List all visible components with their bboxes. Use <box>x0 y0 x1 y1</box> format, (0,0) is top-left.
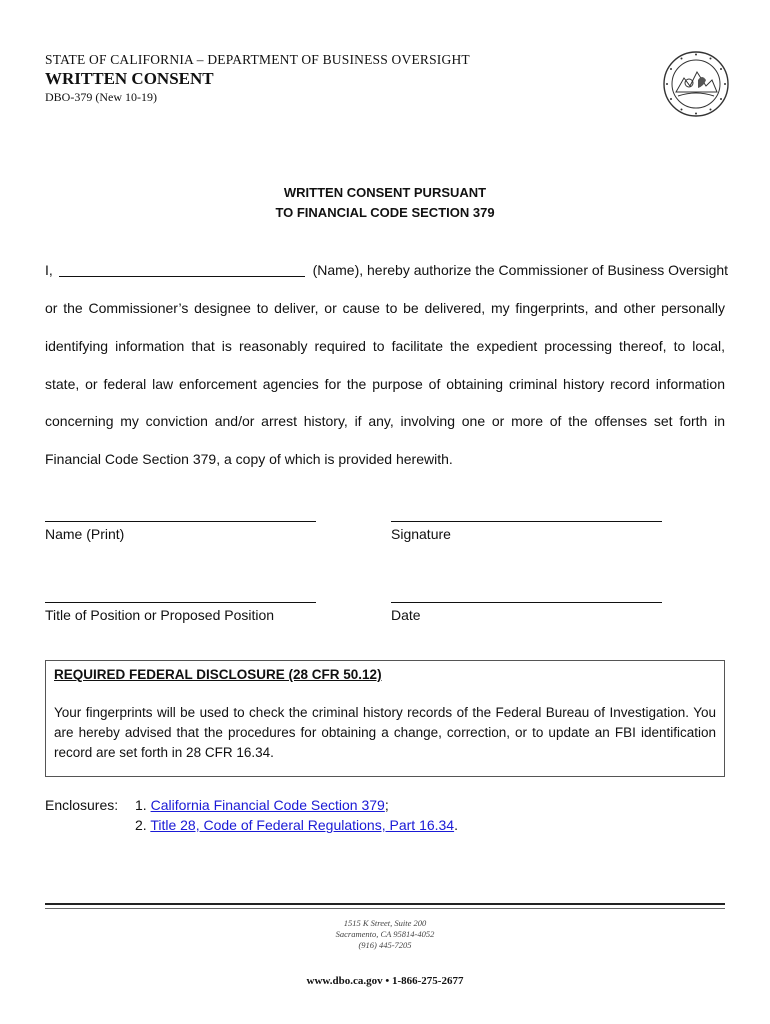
title-position-label: Title of Position or Proposed Position <box>45 607 275 623</box>
enclosure-item-2 <box>135 817 458 833</box>
signature-label: Signature <box>391 526 451 542</box>
name-blank-field[interactable] <box>59 262 305 277</box>
website-contact: www.dbo.ca.gov • 1-866-275-2677 <box>306 975 464 987</box>
consent-body-line-3: identifying information that is reasonably required to facilitate the expedient processing thereof, to local, <box>45 338 725 354</box>
form-title: WRITTEN CONSENT <box>45 69 214 88</box>
california-seal-icon <box>662 50 730 118</box>
enclosure-2-suffix: . <box>454 817 458 833</box>
enclosure-1-number: 1. <box>135 797 147 813</box>
consent-line-1-text: (Name), hereby authorize the Commissioner of Business Oversight <box>312 262 729 278</box>
name-print-label: Name (Print) <box>45 526 125 542</box>
disclosure-heading: REQUIRED FEDERAL DISCLOSURE (28 CFR 50.12) <box>54 667 382 682</box>
address-line-2: Sacramento, CA 95814-4052 <box>335 929 435 939</box>
disclosure-text: Your fingerprints will be used to check the criminal history records of the Federal Bureau of Investigation. You are hereby advised that the procedures for obtaining a change, correction, or to update an FBI identification record are set forth in 28 CFR 16.34. <box>54 705 716 760</box>
consent-body-line-6: Financial Code Section 379, a copy of which is provided herewith. <box>45 451 453 467</box>
consent-body-line-5: concerning my conviction and/or arrest history, if any, involving one or more of the offenses set forth in <box>45 413 725 429</box>
consent-prefix: I, <box>45 262 53 278</box>
signature-line[interactable] <box>391 521 662 522</box>
title-position-line[interactable] <box>45 602 316 603</box>
federal-disclosure-box <box>45 660 725 777</box>
date-line[interactable] <box>391 602 662 603</box>
financial-code-link[interactable]: California Financial Code Section 379 <box>150 797 385 813</box>
document-title-line-2: TO FINANCIAL CODE SECTION 379 <box>275 205 495 220</box>
footer-divider-thin <box>45 908 725 909</box>
name-print-line[interactable] <box>45 521 316 522</box>
agency-header: STATE OF CALIFORNIA – DEPARTMENT OF BUSINESS OVERSIGHT <box>45 52 470 67</box>
date-label: Date <box>391 607 421 623</box>
consent-body-line-1 <box>45 260 729 280</box>
phone-number: (916) 445-7205 <box>358 940 412 950</box>
enclosure-1-suffix: ; <box>384 797 389 813</box>
consent-body-line-4: state, or federal law enforcement agencies for the purpose of obtaining criminal history record information <box>45 376 725 392</box>
address-line-1: 1515 K Street, Suite 200 <box>343 918 427 928</box>
enclosure-item-1 <box>135 797 389 813</box>
footer-divider-thick <box>45 903 725 905</box>
cfr-link[interactable]: Title 28, Code of Federal Regulations, Part 16.34 <box>150 817 455 833</box>
enclosures-label: Enclosures: <box>45 797 119 813</box>
document-title-line-1: WRITTEN CONSENT PURSUANT <box>283 185 487 200</box>
form-number: DBO-379 (New 10-19) <box>45 90 157 104</box>
enclosure-2-number: 2. <box>135 817 147 833</box>
consent-body-line-2: or the Commissioner’s designee to deliver, or cause to be delivered, my fingerprints, and other personally <box>45 300 725 316</box>
